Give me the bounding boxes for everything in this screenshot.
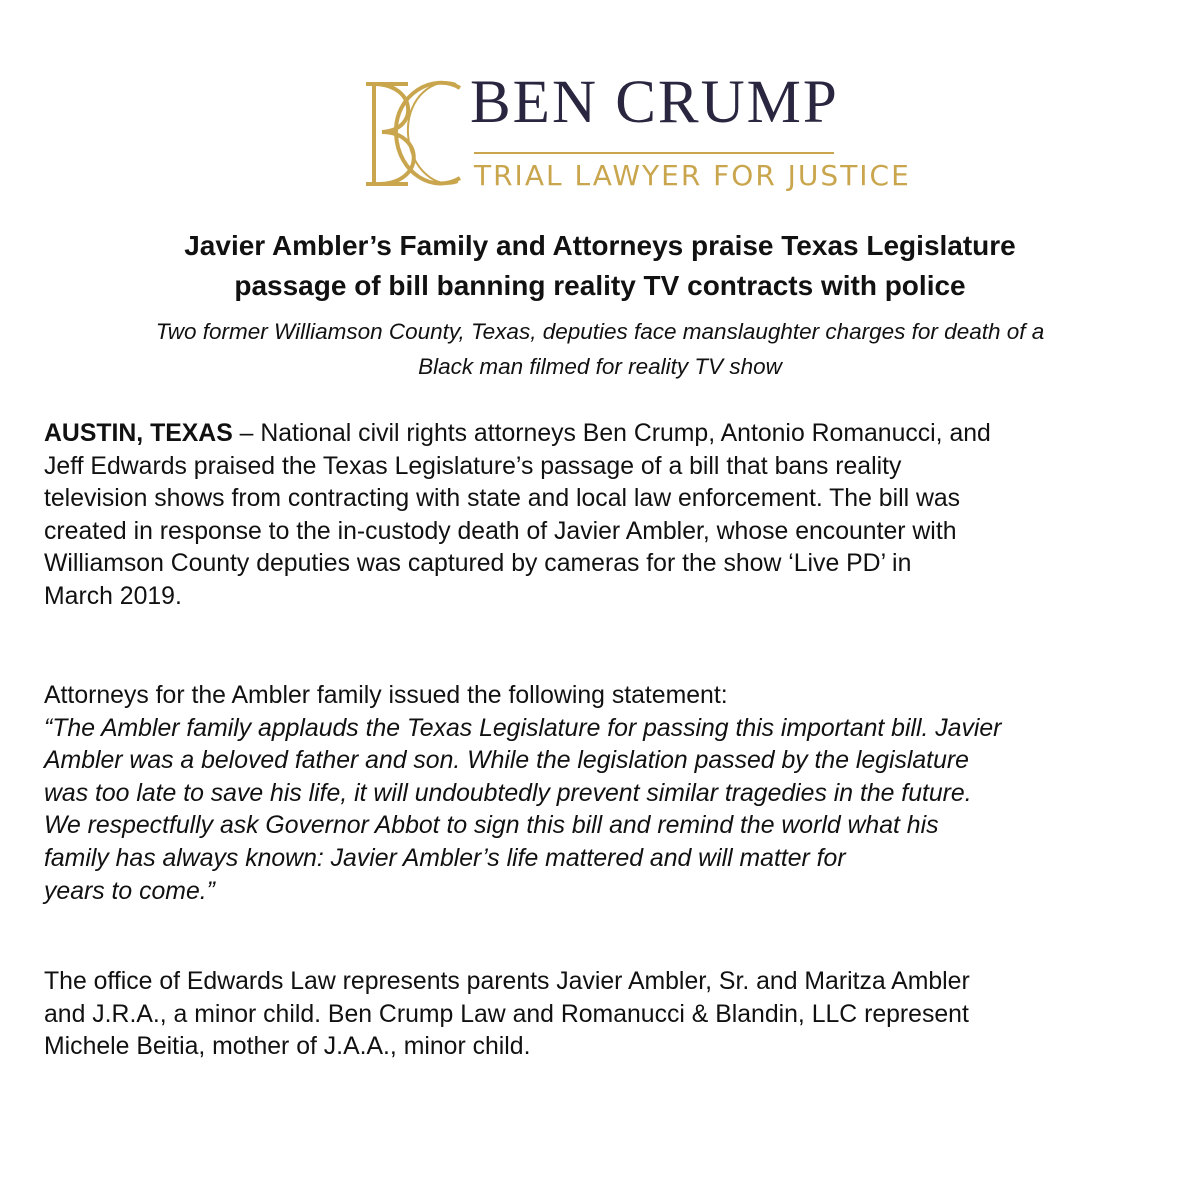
paragraph-line: television shows from contracting with state and local law enforcement. The bill was — [44, 485, 961, 513]
paragraph-line: and J.R.A., a minor child. Ben Crump Law and Romanucci & Blandin, LLC represent — [44, 1000, 969, 1028]
quote-line: family has always known: Javier Ambler’s life mattered and will matter for — [44, 844, 846, 872]
quote-line: “The Ambler family applauds the Texas Legislature for passing this important bill. Javier — [44, 714, 1002, 742]
representation-paragraph — [44, 966, 1174, 1064]
subheadline — [40, 314, 1160, 384]
paragraph-line: The office of Edwards Law represents parents Javier Ambler, Sr. and Maritza Ambler — [44, 968, 970, 995]
paragraph-line: Jeff Edwards praised the Texas Legislature’s passage of a bill that bans reality — [44, 452, 902, 480]
headline — [40, 226, 1160, 306]
headline-line: Javier Ambler’s Family and Attorneys praise Texas Legislature — [184, 230, 1016, 261]
paragraph-line: Michele Beitia, mother of J.A.A., minor child. — [44, 1033, 531, 1061]
paragraph-line: created in response to the in-custody death of Javier Ambler, whose encounter with — [44, 517, 957, 545]
quote-line: was too late to save his life, it will undoubtedly prevent similar tragedies in the future. — [44, 779, 972, 807]
quote-line: We respectfully ask Governor Abbot to sign this bill and remind the world what his — [44, 812, 939, 840]
statement-intro: Attorneys for the Ambler family issued the following statement: — [44, 682, 728, 709]
ben-crump-logo — [364, 69, 911, 200]
logo-divider — [474, 152, 834, 154]
statement-paragraph — [44, 680, 1174, 908]
quote-line: years to come.” — [44, 877, 215, 905]
dateline: AUSTIN, TEXAS — [44, 420, 233, 447]
subheadline-line: Black man filmed for reality TV show — [418, 354, 782, 379]
quote-line: Ambler was a beloved father and son. While the legislation passed by the legislature — [44, 747, 969, 775]
logo-tagline: TRIAL LAWYER FOR JUSTICE — [474, 159, 911, 192]
bc-monogram-icon — [364, 70, 464, 198]
subheadline-line: Two former Williamson County, Texas, deputies face manslaughter charges for death of a — [155, 319, 1045, 344]
intro-paragraph — [44, 418, 1174, 614]
paragraph-line: March 2019. — [44, 582, 182, 610]
paragraph-line — [44, 418, 1174, 451]
paragraph-line: Williamson County deputies was captured by cameras for the show ‘Live PD’ in — [44, 550, 912, 578]
paragraph-text: – National civil rights attorneys Ben Crump, Antonio Romanucci, and — [232, 420, 991, 447]
logo-name: BEN CRUMP — [470, 69, 839, 136]
headline-line: passage of bill banning reality TV contracts with police — [234, 270, 966, 301]
